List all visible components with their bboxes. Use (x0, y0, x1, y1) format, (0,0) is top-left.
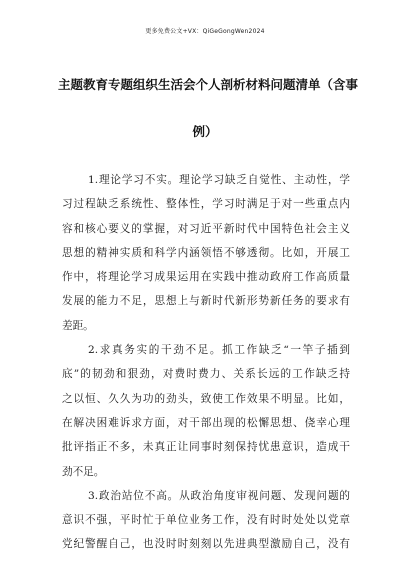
paragraph-2-line-6: 劲不足。 (62, 465, 105, 478)
header-note: 更多免费公文+VX：QiGeGongWen2024 (145, 28, 265, 35)
paragraph-1-line-3: 容和核心要义的掌握，对习近平新时代中国特色社会主义 (62, 222, 350, 235)
paragraph-3-line-2: 意识不强，平时忙于单位业务工作，没有时时处处以党章 (62, 514, 350, 527)
paragraph-2-line-4: 在解决困难诉求方面，对干部出现的松懈思想、侥幸心理 (62, 416, 350, 429)
paragraph-1-line-7: 差距。 (62, 319, 94, 332)
document-body (62, 168, 350, 557)
paragraph-3-line-1: 3.政治站位不高。从政治角度审视问题、发现问题的 (88, 489, 350, 502)
paragraph-2-line-2: 底”的韧劲和狠劲，对费时费力、关系长远的工作缺乏持 (62, 368, 350, 381)
paragraph-1-line-6: 发展的能力不足，思想上与新时代新形势新任务的要求有 (62, 295, 350, 308)
document-title-line-1: 主题教育专题组织生活会个人剖析材料问题清单（含事 (58, 77, 359, 92)
paragraph-3-line-3: 党纪警醒自己，也没时时刻刻以先进典型激励自己，没有 (62, 538, 350, 551)
paragraph-2-line-5: 批评指正不多，未真正让同事时刻保持忧患意识，造成干 (62, 441, 350, 454)
paragraph-2-line-1: 2.求真务实的干劲不足。抓工作缺乏“一竿子插到 (88, 344, 350, 357)
document-title-line-2: 例） (192, 124, 218, 139)
paragraph-1-line-5: 作中，将理论学习成果运用在实践中推动政府工作高质量 (62, 271, 350, 284)
paragraph-2-line-3: 之以恒、久久为功的劲头，致使工作效果不明显。比如， (62, 392, 350, 405)
paragraph-1-line-2: 习过程缺乏系统性、整体性，学习时满足于对一些重点内 (62, 198, 350, 211)
paragraph-1-line-1: 1.理论学习不实。理论学习缺乏自觉性、主动性，学 (88, 174, 350, 186)
paragraph-1-line-4: 思想的精神实质和科学内涵领悟不够透彻。比如，开展工 (62, 246, 350, 259)
